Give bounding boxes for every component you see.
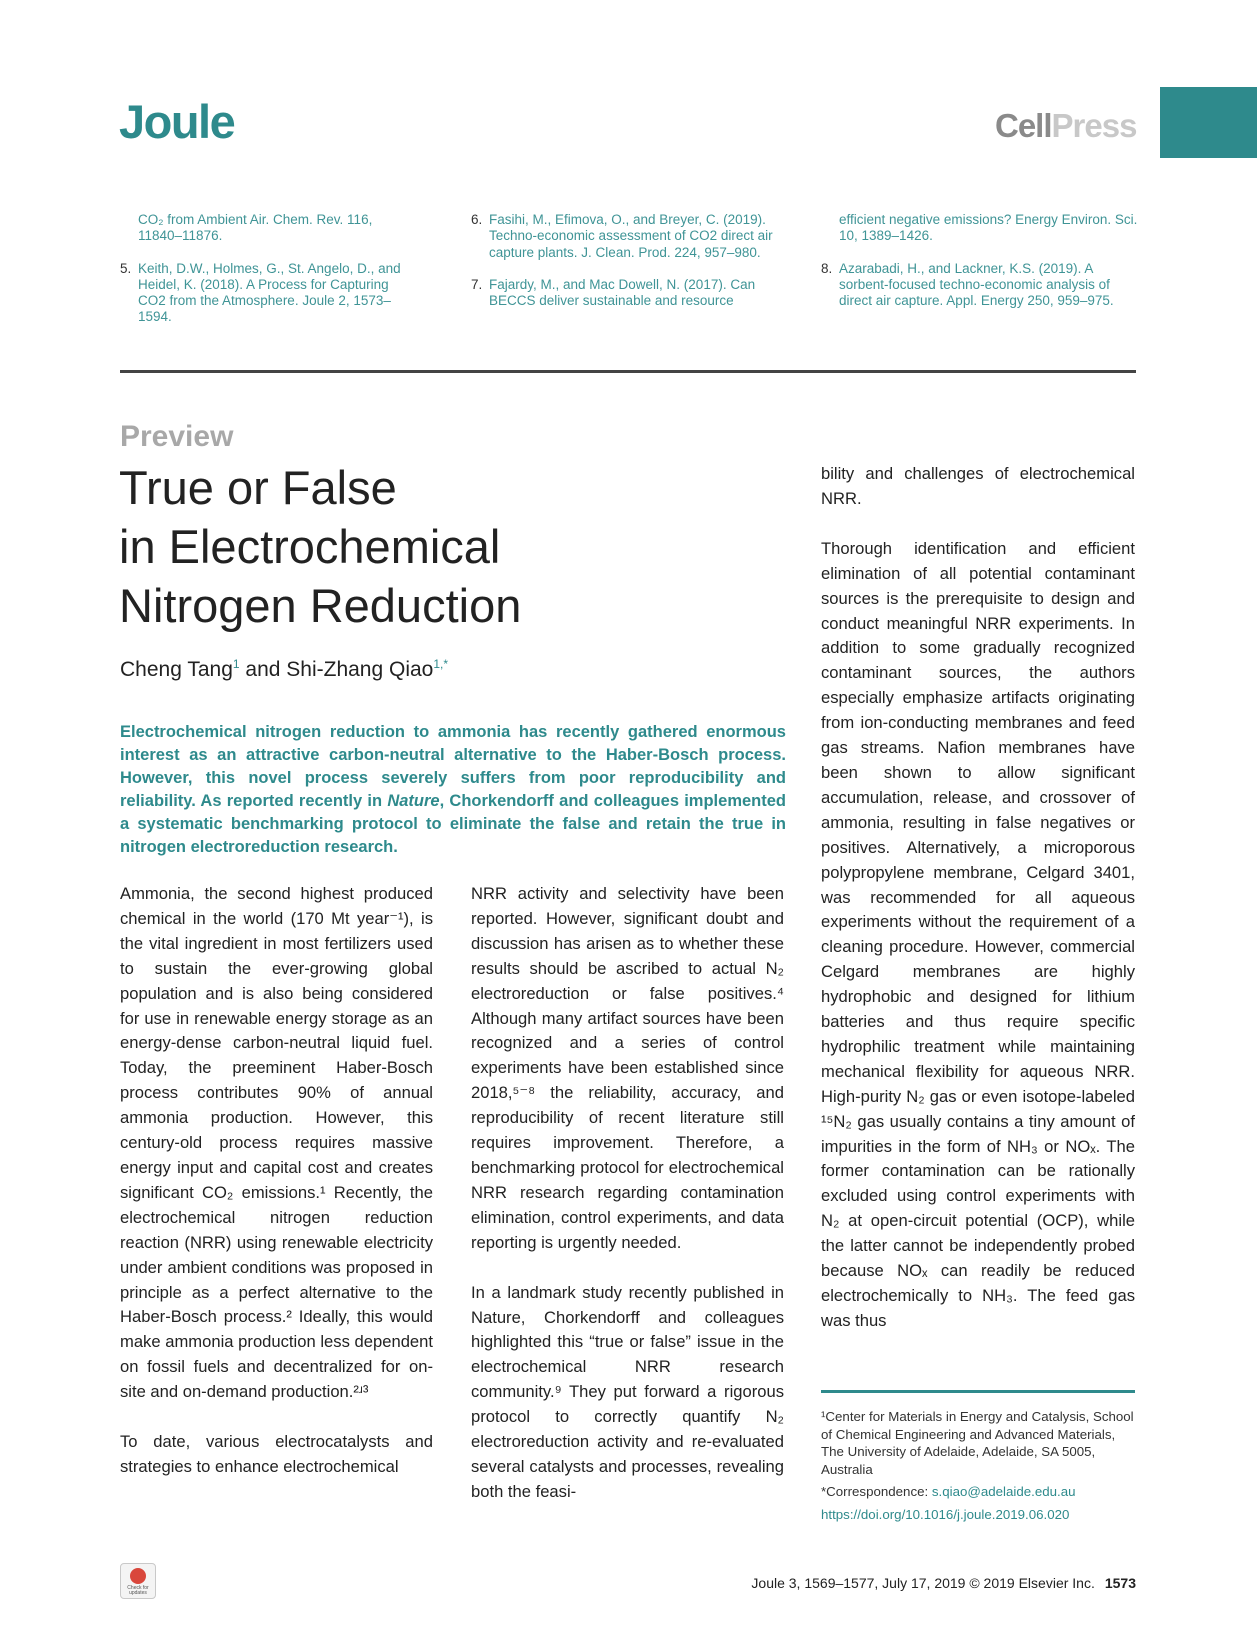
- title-line: True or False: [119, 461, 397, 514]
- summary-journal-name: Nature: [387, 792, 440, 810]
- page-number: 1573: [1104, 1575, 1136, 1591]
- footnote-divider: [821, 1390, 1135, 1393]
- references-column-2: [471, 212, 791, 325]
- reference-number: [821, 212, 839, 245]
- reference-item[interactable]: [120, 212, 420, 245]
- footnote: [821, 1408, 1135, 1528]
- correspondence-label: *Correspondence:: [821, 1484, 932, 1499]
- article-title: [119, 458, 521, 635]
- reference-item[interactable]: [120, 261, 420, 326]
- page-footer: [751, 1575, 1136, 1591]
- reference-text: Keith, D.W., Holmes, G., St. Angelo, D., and Heidel, K. (2018). A Process for Capturing CO2 from the Atmosphere. Joule 2, 1573–1594.: [138, 260, 401, 325]
- author-connector: and: [239, 658, 287, 681]
- article-summary: [120, 721, 786, 859]
- publisher-logo: [995, 107, 1136, 145]
- reference-number: 6.: [471, 212, 483, 227]
- check-for-updates-badge[interactable]: [120, 1563, 156, 1599]
- authors: [120, 657, 448, 682]
- title-line: Nitrogen Reduction: [119, 579, 522, 632]
- reference-item[interactable]: [471, 212, 791, 261]
- journal-logo: Joule: [119, 95, 235, 148]
- affiliation: ¹Center for Materials in Energy and Catalysis, School of Chemical Engineering and Advanced Materials, The University of Adelaide, Adelaide, SA 5005, Australia: [821, 1409, 1134, 1477]
- doi-link[interactable]: https://doi.org/10.1016/j.joule.2019.06.020: [821, 1506, 1070, 1522]
- body-column-1: [120, 882, 433, 1505]
- body-paragraph: bility and challenges of electrochemical NRR.: [821, 464, 1135, 508]
- reference-item[interactable]: [821, 212, 1141, 245]
- body-paragraph: To date, various electrocatalysts and strategies to enhance electrochemical: [120, 1432, 433, 1476]
- summary-text: Electrochemical nitrogen reduction to ammonia has recently gathered enormous interest as an attractive carbon-neutral alternative to the Haber-Bosch process. However, this novel process severely suffers from poor reproducibility and reliability. As reported recently in: [120, 723, 786, 810]
- badge-label: Check for updates: [127, 1585, 149, 1596]
- correspondence: [821, 1483, 1135, 1501]
- reference-text: CO₂ from Ambient Air. Chem. Rev. 116, 11840–11876.: [138, 212, 373, 244]
- body-paragraph: NRR activity and selectivity have been reported. However, significant doubt and discussion has arisen as to whether these results should be ascribed to actual N₂ electroreduction or false positives.⁴ Although many artifact sources have been recognized and a series of control experiments have been established since 2018,⁵⁻⁸ the reliability, accuracy, and reproducibility of recent literature still requires improvement. Therefore, a benchmarking protocol for electrochemical NRR research regarding contamination elimination, control experiments, and data reporting is urgently needed.: [471, 884, 784, 1252]
- reference-text: Fajardy, M., and Mac Dowell, N. (2017). Can BECCS deliver sustainable and resource: [489, 276, 756, 309]
- corner-tab: [1160, 87, 1257, 158]
- author-name: Cheng Tang: [120, 658, 233, 681]
- reference-item[interactable]: [821, 261, 1141, 310]
- reference-number: 7.: [471, 276, 483, 292]
- title-line: in Electrochemical: [119, 520, 501, 573]
- updates-icon: [130, 1568, 146, 1584]
- reference-number: 5.: [120, 260, 132, 276]
- affiliation-marker[interactable]: 1,*: [433, 657, 449, 671]
- reference-text: Azarabadi, H., and Lackner, K.S. (2019). A sorbent-focused techno-economic analysis of direct air capture. Appl. Energy 250, 959–975.: [839, 260, 1114, 309]
- email-link[interactable]: s.qiao@adelaide.edu.au: [931, 1484, 1076, 1499]
- affiliation-marker[interactable]: 1: [232, 657, 240, 671]
- body-column-2: [471, 882, 784, 1530]
- body-paragraph: In a landmark study recently published in Nature, Chorkendorff and colleagues highlighted this “true or false” issue in the electrochemical NRR research community.⁹ They put forward a rigorous protocol to correctly quantify N₂ electroreduction activity and re-evaluated several catalysts and processes, revealing both the feasi-: [471, 1282, 784, 1501]
- author-name: Shi-Zhang Qiao: [286, 658, 434, 681]
- reference-text: Fasihi, M., Efimova, O., and Breyer, C. (2019). Techno-economic assessment of CO2 direct air capture plants. J. Clean. Prod. 224, 957–980.: [489, 212, 773, 260]
- reference-number: [120, 212, 138, 245]
- reference-number: 8.: [821, 260, 833, 276]
- summary-text: , Chorkendorff and colleagues implemented a systematic benchmarking protocol to eliminate the false and retain the true in nitrogen electroreduction research.: [120, 792, 786, 856]
- section-label: Preview: [120, 420, 234, 453]
- body-paragraph: Thorough identification and efficient elimination of all potential contaminant sources is the prerequisite to design and conduct meaningful NRR experiments. In addition to some gradually recognized contaminant sources, the authors especially emphasize artifacts originating from ion-conducting membranes and feed gas streams. Nafion membranes have been shown to allow significant accumulation, release, and crossover of ammonia, resulting in false negatives or positives. Alternatively, a microporous polypropylene membrane, Celgard 3401, was recommended for all aqueous experiments without the requirement of a cleaning procedure. However, commercial Celgard membranes are highly hydrophobic and designed for lithium batteries and thus require specific hydrophilic treatment while maintaining mechanical flexibility for aqueous NRR. High-purity N₂ gas or even isotope-labeled ¹⁵N₂ gas usually contains a tiny amount of impurities in the form of NH₃ or NOₓ. The former contamination can be rationally excluded using control experiments with N₂ at open-circuit potential (OCP), while the latter cannot be independently probed because NOₓ can readily be reduced electrochemically to NH₃. The feed gas was thus: [821, 538, 1135, 1330]
- body-column-3: [821, 462, 1135, 1359]
- references-column-1: [120, 212, 420, 342]
- references-column-3: [821, 212, 1141, 325]
- body-paragraph: Ammonia, the second highest produced chemical in the world (170 Mt year⁻¹), is the vital ingredient in most fertilizers used to sustain the ever-growing global population and is also being considered for use in renewable energy storage as an energy-dense carbon-neutral liquid fuel. Today, the preeminent Haber-Bosch process contributes 90% of annual ammonia production. However, this century-old process requires massive energy input and capital cost and creates significant CO₂ emissions.¹ Recently, the electrochemical nitrogen reduction reaction (NRR) using renewable electricity under ambient conditions was proposed in principle as a perfect alternative to the Haber-Bosch process.² Ideally, this would make ammonia production less dependent on fossil fuels and decentralized for on-site and on-demand production.²ʴ³: [120, 884, 433, 1402]
- reference-item[interactable]: [471, 277, 791, 310]
- publisher-logo-press: Press: [1051, 107, 1137, 144]
- citation: Joule 3, 1569–1577, July 17, 2019 © 2019 Elsevier Inc.: [751, 1575, 1095, 1591]
- publisher-logo-cell: Cell: [995, 107, 1052, 144]
- section-divider: [120, 370, 1136, 373]
- reference-text: efficient negative emissions? Energy Environ. Sci. 10, 1389–1426.: [839, 212, 1138, 244]
